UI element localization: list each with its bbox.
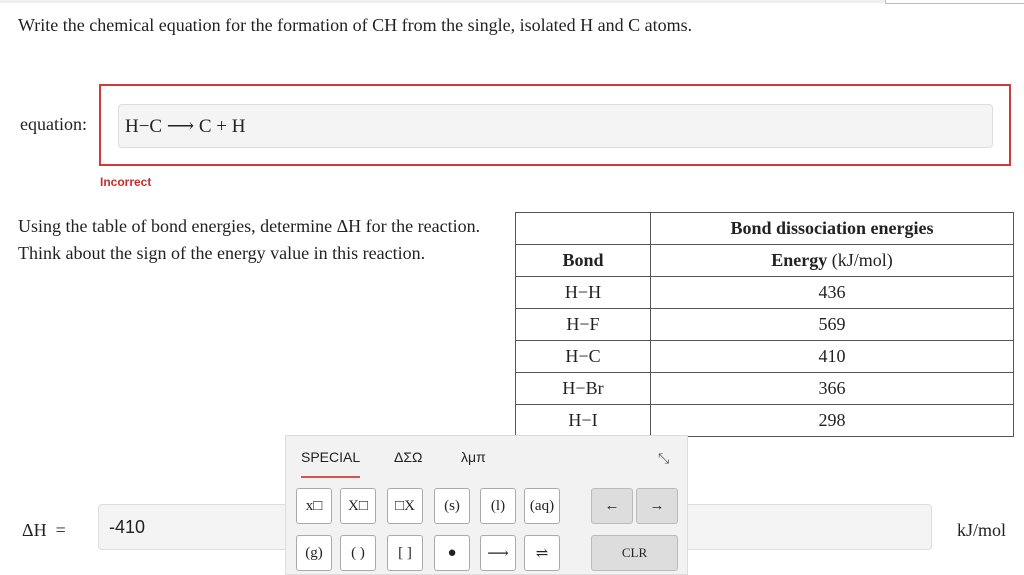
- delta-h-symbol: ΔH: [22, 520, 47, 540]
- tab-greek-lower[interactable]: λμπ: [461, 449, 486, 465]
- table-row: [516, 405, 1014, 437]
- right-arrow-key[interactable]: →: [636, 488, 678, 524]
- gas-state-key[interactable]: (g): [296, 535, 332, 571]
- liquid-state-key[interactable]: (l): [480, 488, 516, 524]
- bond-energy-table: [515, 212, 1014, 437]
- instructions-text: Using the table of bond energies, determine ΔH for the reaction. Think about the sign of the energy value in this reaction.: [18, 216, 481, 263]
- equation-input[interactable]: H−C ⟶ C + H: [118, 104, 993, 148]
- delta-h-label: [22, 520, 66, 541]
- top-tab: [885, 0, 1024, 4]
- reaction-arrow-key[interactable]: ⟶: [480, 535, 516, 571]
- col-header-bond: Bond: [516, 245, 651, 277]
- col-header-energy: Energy (kJ/mol): [651, 245, 1014, 277]
- table-row: [516, 373, 1014, 405]
- table-row: [516, 341, 1014, 373]
- tab-special[interactable]: SPECIAL: [301, 449, 360, 478]
- shrink-icon[interactable]: ⤡: [658, 450, 670, 466]
- delta-h-value: -410: [109, 517, 146, 537]
- cell-energy: 298: [651, 405, 1014, 437]
- cell-energy: 436: [651, 277, 1014, 309]
- cell-bond: H−I: [516, 405, 651, 437]
- equation-label: equation:: [20, 114, 87, 134]
- aqueous-state-key[interactable]: (aq): [524, 488, 560, 524]
- equals-sign: =: [55, 520, 66, 540]
- left-arrow-key[interactable]: ←: [591, 488, 633, 524]
- brackets-key[interactable]: [ ]: [387, 535, 423, 571]
- cell-energy: 569: [651, 309, 1014, 341]
- cell-energy: 410: [651, 341, 1014, 373]
- cell-bond: H−Br: [516, 373, 651, 405]
- cell-bond: H−F: [516, 309, 651, 341]
- solid-state-key[interactable]: (s): [434, 488, 470, 524]
- chemistry-keypad: [285, 435, 688, 575]
- table-corner: [516, 213, 651, 245]
- tab-greek-upper[interactable]: ΔΣΩ: [394, 449, 423, 465]
- equation-answer-box: [99, 84, 1011, 166]
- radical-dot-key[interactable]: ●: [434, 535, 470, 571]
- superscript-key[interactable]: x□: [296, 488, 332, 524]
- equilibrium-arrow-key[interactable]: ⇌: [524, 535, 560, 571]
- cell-energy: 366: [651, 373, 1014, 405]
- unit-label: kJ/mol: [957, 520, 1007, 540]
- clear-key[interactable]: CLR: [591, 535, 678, 571]
- coefficient-key[interactable]: □X: [387, 488, 423, 524]
- table-row: [516, 277, 1014, 309]
- parentheses-key[interactable]: ( ): [340, 535, 376, 571]
- feedback-incorrect: Incorrect: [100, 175, 152, 189]
- cell-bond: H−H: [516, 277, 651, 309]
- question-text: Write the chemical equation for the formation of CH from the single, isolated H and C atoms.: [18, 15, 693, 35]
- subscript-key[interactable]: X□: [340, 488, 376, 524]
- top-bar: [0, 0, 1024, 3]
- table-title: Bond dissociation energies: [651, 213, 1014, 245]
- cell-bond: H−C: [516, 341, 651, 373]
- table-row: [516, 309, 1014, 341]
